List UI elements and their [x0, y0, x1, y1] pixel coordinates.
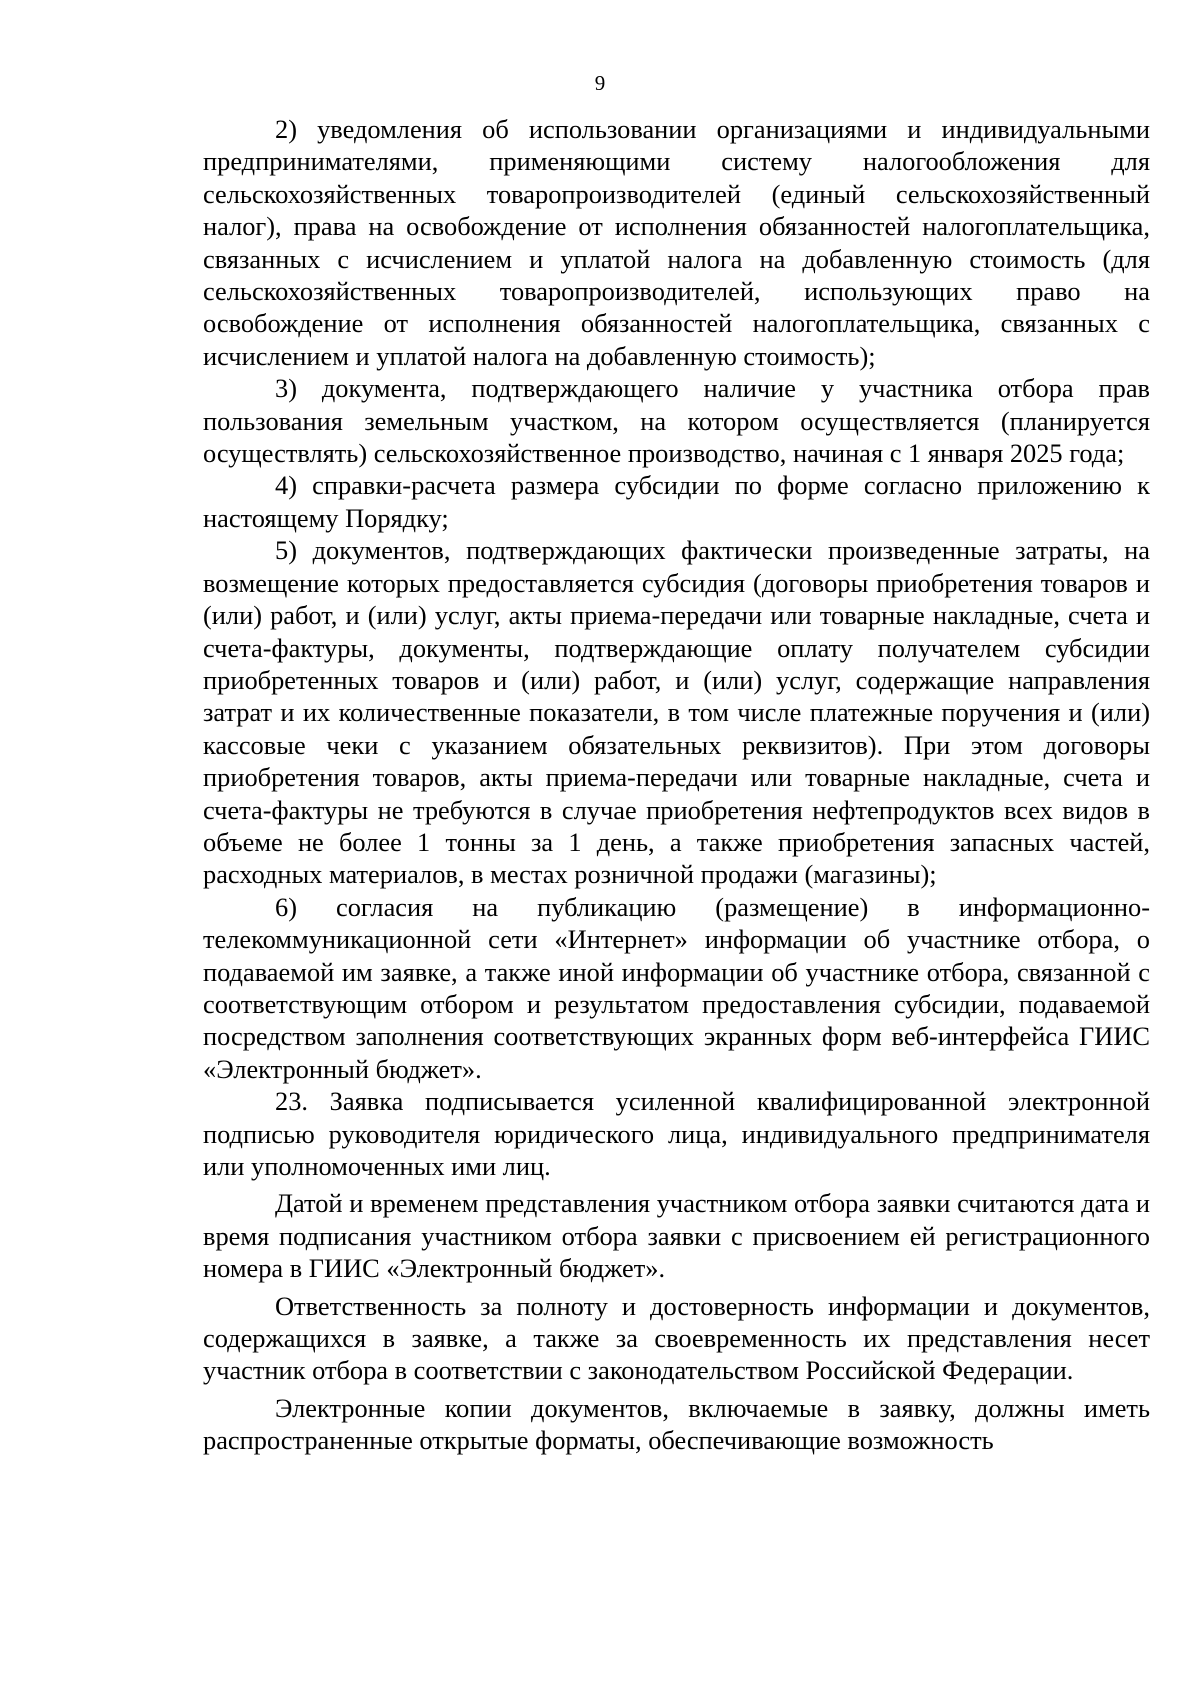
paragraph-item-3: 3) документа, подтверждающего наличие у участника отбора прав пользования земельным участком, на котором осуществляется (планируется осуществлять) сельскохозяйственное производство, начиная с 1 января 2025 года;: [203, 373, 1150, 469]
paragraph-item-6: 6) согласия на публикацию (размещение) в информационно-телекоммуникационной сети «Интернет» информации об участнике отбора, о подаваемой им заявке, а также иной информации об участнике отбора, связанной с соответствующим отбором и результатом предоставления субсидии, подаваемой посредством заполнения соответствующих экранных форм веб-интерфейса ГИИС «Электронный бюджет».: [203, 891, 1150, 1084]
page-number: 9: [594, 71, 606, 95]
paragraph-responsibility: Ответственность за полноту и достоверность информации и документов, содержащихся в заявке, а также за своевременность их представления несет участник отбора в соответствии с законодательством Российской Федерации.: [203, 1290, 1150, 1386]
paragraph-clause-23: 23. Заявка подписывается усиленной квалифицированной электронной подписью руководителя юридического лица, индивидуального предпринимателя или уполномоченных ими лиц.: [203, 1086, 1150, 1181]
paragraph-item-5: 5) документов, подтверждающих фактически произведенные затраты, на возмещение которых предоставляется субсидия (договоры приобретения товаров и (или) работ, и (или) услуг, акты приема-передачи или товарные накладные, счета и счета-фактуры, документы, подтверждающие оплату получателем субсидии приобретенных товаров и (или) работ, и (или) услуг, содержащие направления затрат и их количественные показатели, в том числе платежные поручения и (или) кассовые чеки с указанием обязательных реквизитов). При этом договоры приобретения товаров, акты приема-передачи или товарные накладные, счета и счета-фактуры не требуются в случае приобретения нефтепродуктов всех видов в объеме не более 1 тонны за 1 день, а также приобретения запасных частей, расходных материалов, в местах розничной продажи (магазины);: [203, 535, 1150, 890]
paragraph-item-2: 2) уведомления об использовании организациями и индивидуальными предпринимателями, применяющими систему налогообложения для сельскохозяйственных товаропроизводителей (единый сельскохозяйственный налог), права на освобождение от исполнения обязанностей налогоплательщика, связанных с исчислением и уплатой налога на добавленную стоимость (для сельскохозяйственных товаропроизводителей, использующих право на освобождение от исполнения обязанностей налогоплательщика, связанных с исчислением и уплатой налога на добавленную стоимость);: [203, 114, 1150, 371]
paragraph-item-4: 4) справки-расчета размера субсидии по форме согласно приложению к настоящему Порядку;: [203, 470, 1150, 533]
paragraph-submission-date: Датой и временем представления участником отбора заявки считаются дата и время подписания участником отбора заявки с присвоением ей регистрационного номера в ГИИС «Электронный бюджет».: [203, 1188, 1150, 1284]
paragraph-electronic-copies: Электронные копии документов, включаемые в заявку, должны иметь распространенные открытые форматы, обеспечивающие возможность: [203, 1392, 1150, 1456]
document-body: [203, 113, 1150, 1457]
